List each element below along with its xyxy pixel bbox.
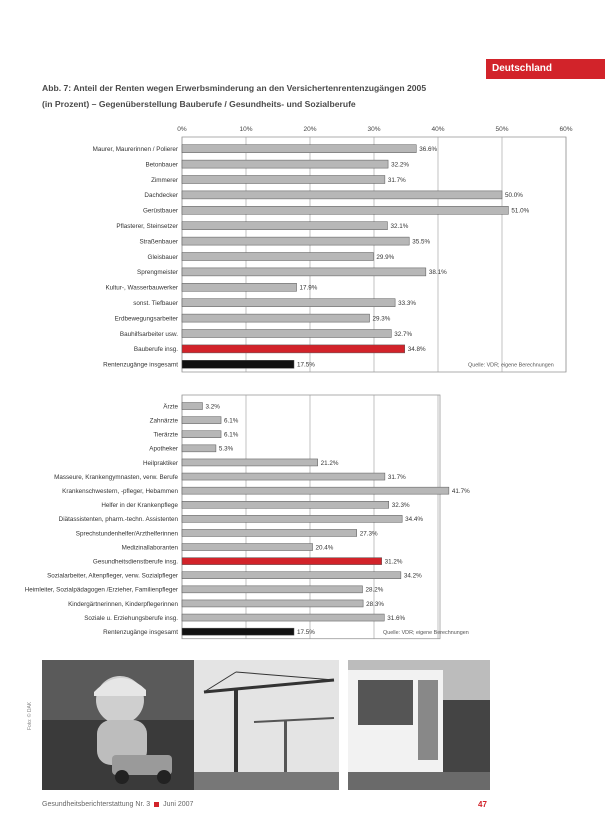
bar [182, 237, 409, 245]
data-label: 6.1% [224, 417, 239, 425]
photo-credit: Foto: © DAK [27, 701, 33, 730]
category-label: Medizinallaboranten [121, 544, 178, 552]
category-label: Rentenzugänge insgesamt [103, 361, 178, 369]
bar [182, 299, 395, 307]
source-note: Quelle: VDR; eigene Berechnungen [468, 362, 554, 369]
bar [182, 191, 502, 199]
category-label: Rentenzugänge insgesamt [103, 628, 178, 636]
figure-title [42, 80, 582, 112]
footer-square-icon [154, 802, 159, 807]
data-label: 32.1% [390, 223, 409, 230]
tick-label: 50% [495, 126, 509, 133]
bar [182, 614, 384, 621]
category-label: Kultur-, Wasserbauwerker [105, 284, 178, 292]
footer [42, 801, 193, 808]
category-label: Kindergärtnerinnen, Kinderpflegerinnen [68, 600, 178, 608]
bar [182, 222, 387, 230]
data-label: 41.7% [451, 487, 470, 495]
data-label: 17.5% [297, 361, 315, 369]
bar [182, 501, 389, 508]
category-label: Apotheker [149, 445, 178, 453]
category-label: Sozialarbeiter, Altenpfleger, verw. Sozialpfleger [47, 572, 178, 580]
data-label: 28.3% [366, 600, 384, 608]
bar [182, 283, 297, 291]
bar [182, 206, 508, 214]
bar [182, 487, 449, 494]
bar [182, 403, 202, 410]
category-label: sonst. Tiefbauer [133, 300, 178, 307]
bar [182, 253, 373, 261]
section-badge: Deutschland [486, 59, 605, 79]
data-label: 32.7% [394, 330, 413, 338]
bar [182, 160, 388, 168]
category-label: Helfer in der Krankenpflege [101, 502, 178, 510]
page-number: 47 [478, 800, 487, 809]
category-label: Sprechstundenhelfer/Arzthelferinnen [75, 530, 178, 538]
data-label: 34.2% [403, 572, 422, 580]
category-label: Gesundheitsdienstberufe insg. [92, 558, 178, 566]
bar [182, 572, 401, 579]
chart-gesundheitsberufe [0, 393, 607, 643]
figure-title-line2: (in Prozent) – Gegenüberstellung Bauberufe / Gesundheits- und Sozialberufe [42, 99, 356, 109]
data-label: 3.2% [205, 403, 220, 411]
photo-road-machine [348, 660, 490, 790]
bar [182, 268, 426, 276]
category-label: Zimmerer [151, 176, 178, 184]
bar [182, 600, 363, 607]
bar [182, 176, 385, 184]
bar [182, 145, 416, 153]
data-label: 17.9% [299, 284, 318, 292]
category-label: Soziale u. Erziehungsberufe insg. [84, 614, 178, 622]
category-label: Betonbauer [145, 161, 178, 169]
category-label: Zahnärzte [149, 417, 178, 425]
data-label: 32.3% [391, 502, 410, 510]
figure-title-line1: Abb. 7: Anteil der Renten wegen Erwerbsminderung an den Versichertenrentenzugängen 2005 [42, 83, 427, 93]
bar [182, 586, 362, 593]
category-label: Heilpraktiker [143, 459, 178, 467]
category-label: Krankenschwestern, -pfleger, Hebammen [62, 487, 178, 495]
bar [182, 628, 294, 635]
tick-label: 60% [559, 126, 573, 133]
bar [182, 345, 405, 353]
footer-date: Juni 2007 [163, 801, 194, 808]
bar [182, 459, 318, 466]
bar [182, 431, 221, 438]
category-label: Masseure, Krankengymnasten, verw. Berufe [54, 473, 178, 481]
photo-child-toy [42, 660, 212, 790]
data-label: 28.2% [365, 586, 384, 594]
category-label: Straßenbauer [139, 238, 178, 246]
data-label: 35.5% [412, 238, 431, 246]
bar [182, 314, 370, 322]
category-label: Gerüstbauer [142, 207, 178, 215]
tick-label: 40% [431, 126, 445, 133]
data-label: 50.0% [505, 192, 523, 200]
photo-construction-crane [194, 660, 339, 790]
data-label: 31.6% [387, 614, 406, 622]
data-label: 32.2% [391, 161, 409, 169]
data-label: 17.5% [297, 628, 315, 636]
data-label: 34.8% [407, 346, 426, 354]
category-label: Tierärzte [153, 431, 178, 439]
bar [182, 360, 294, 368]
bar [182, 330, 391, 338]
bar [182, 515, 402, 522]
data-label: 31.2% [384, 558, 403, 566]
data-label: 34.4% [405, 516, 424, 524]
data-label: 33.3% [398, 300, 416, 307]
category-label: Sprengmeister [137, 269, 178, 277]
bar [182, 529, 357, 536]
data-label: 36.6% [419, 146, 438, 153]
tick-label: 30% [367, 126, 381, 133]
category-label: Bauberufe insg. [133, 346, 178, 354]
data-label: 51.0% [511, 207, 530, 215]
data-label: 29.3% [372, 315, 391, 323]
data-label: 6.1% [224, 431, 239, 439]
category-label: Pflasterer, Steinsetzer [116, 223, 178, 230]
bar [182, 445, 216, 452]
category-label: Erdbewegungsarbeiter [114, 315, 178, 323]
tick-label: 20% [303, 126, 317, 133]
data-label: 21.2% [320, 459, 339, 467]
category-label: Gleisbauer [147, 253, 178, 261]
tick-label: 0% [177, 126, 187, 133]
footer-text: Gesundheitsberichterstattung Nr. 3 [42, 801, 151, 808]
category-label: Dachdecker [144, 192, 178, 200]
bar [182, 558, 382, 565]
data-label: 29.9% [376, 253, 395, 261]
data-label: 5.3% [218, 445, 234, 453]
chart-bauberufe [0, 125, 607, 385]
source-note: Quelle: VDR; eigene Berechnungen [383, 629, 469, 636]
category-label: Bauhilfsarbeiter usw. [119, 330, 178, 338]
category-label: Maurer, Maurerinnen / Polierer [92, 146, 178, 153]
data-label: 31.7% [387, 176, 406, 184]
bar [182, 473, 385, 480]
tick-label: 10% [239, 126, 253, 133]
bar [182, 544, 313, 551]
category-label: Ärzte [163, 403, 178, 411]
data-label: 20.4% [315, 544, 334, 552]
category-label: Diätassistenten, pharm.-techn. Assistenten [58, 516, 178, 524]
category-label: Heimleiter, Sozialpädagogen /Erzieher, Familienpfleger [24, 586, 178, 594]
data-label: 27.3% [359, 530, 378, 538]
data-label: 38.1% [428, 269, 447, 277]
bar [182, 417, 221, 424]
data-label: 31.7% [387, 473, 406, 481]
